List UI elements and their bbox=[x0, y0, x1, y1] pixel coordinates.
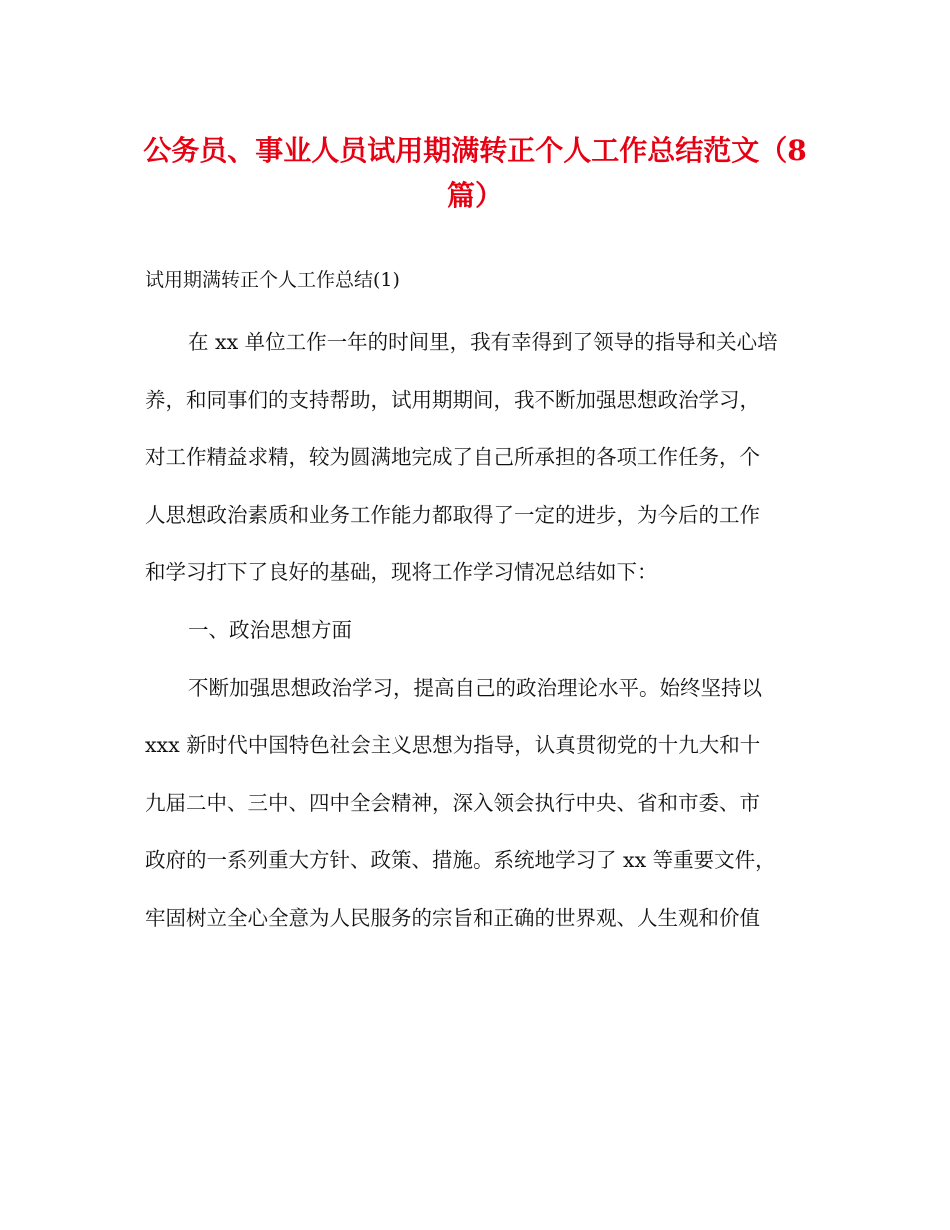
section-subheading: 一、政治思想方面 bbox=[188, 617, 352, 642]
paragraph-line: 和学习打下了良好的基础，现将工作学习情况总结如下： bbox=[145, 560, 658, 585]
paragraph-line: 养，和同事们的支持帮助，试用期期间，我不断加强思想政治学习， bbox=[145, 387, 760, 412]
title-line-1: 公务员、事业人员试用期满转正个人工作总结范文（8 bbox=[143, 134, 807, 167]
document-title bbox=[140, 128, 810, 218]
paragraph-line: xxx 新时代中国特色社会主义思想为指导，认真贯彻党的十九大和十 bbox=[145, 733, 761, 758]
paragraph-line: 在 xx 单位工作一年的时间里，我有幸得到了领导的指导和关心培 bbox=[188, 330, 778, 354]
title-line-2: 篇） bbox=[446, 179, 503, 212]
body-text bbox=[145, 328, 805, 962]
paragraph-line: 人思想政治素质和业务工作能力都取得了一定的进步，为今后的工作 bbox=[145, 502, 760, 527]
paragraph-line: 政府的一系列重大方针、政策、措施。系统地学习了 xx 等重要文件， bbox=[145, 848, 776, 873]
paragraph-line: 牢固树立全心全意为人民服务的宗旨和正确的世界观、人生观和价值 bbox=[145, 905, 760, 930]
section-heading: 试用期满转正个人工作总结(1) bbox=[145, 269, 400, 291]
paragraph-line: 九届二中、三中、四中全会精神，深入领会执行中央、省和市委、市 bbox=[145, 790, 760, 815]
paragraph-line: 不断加强思想政治学习，提高自己的政治理论水平。始终坚持以 bbox=[188, 675, 762, 700]
paragraph-line: 对工作精益求精，较为圆满地完成了自己所承担的各项工作任务，个 bbox=[145, 445, 760, 470]
